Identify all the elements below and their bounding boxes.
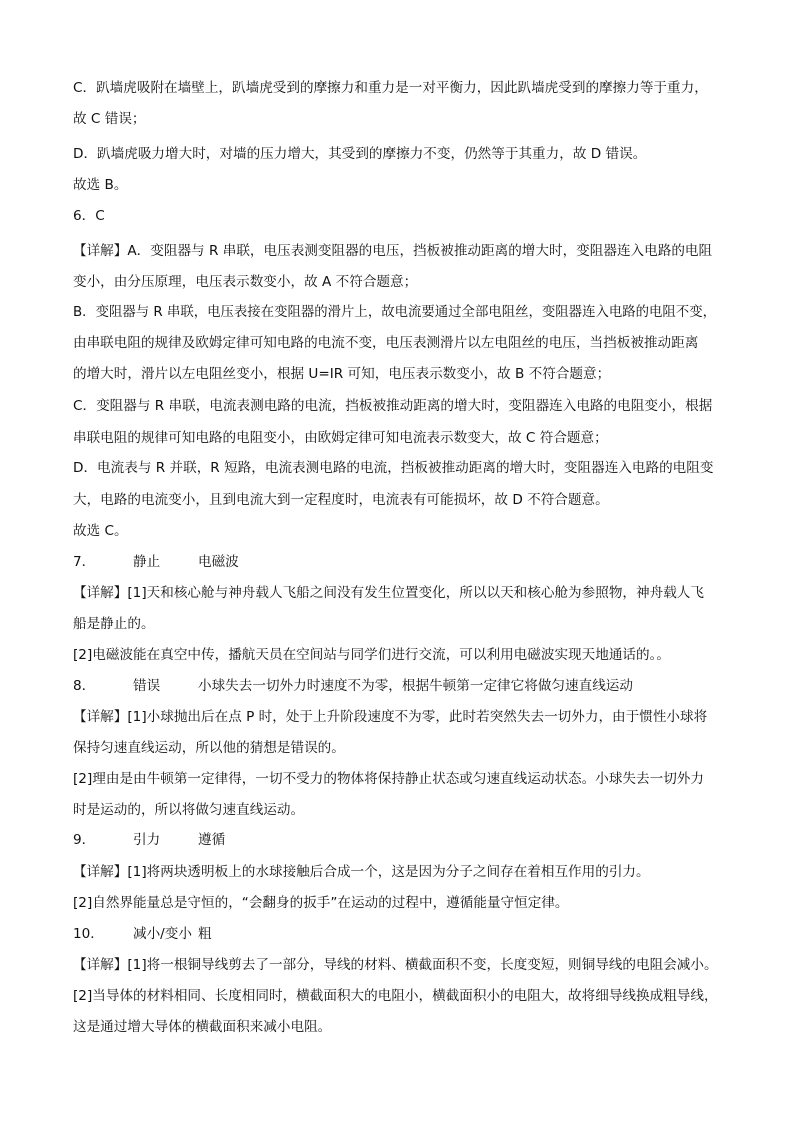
- text-line: 大，电路的电流变小，且到电流大到一定程度时，电流表有可能损坏，故 D 不符合题意。: [73, 492, 609, 508]
- text-line: 由串联电阻的规律及欧姆定律可知电路的电流不变，电压表测滑片以左电阻丝的电压，当挡板被推动距离: [73, 335, 699, 351]
- text-line: B．变阻器与 R 串联，电压表接在变阻器的滑片上，故电流要通过全部电阻丝，变阻器连入电路的电阻不变，: [73, 305, 716, 320]
- text-line: 【详解】A．变阻器与 R 串联，电压表测变阻器的电压，挡板被推动距离的增大时，变阻器连入电路的电阻: [73, 243, 713, 259]
- question-number: 6．C: [73, 208, 105, 224]
- question-number: 7．: [73, 554, 96, 570]
- answer-blank-2: 粗: [198, 926, 212, 942]
- answer-blank-1: 减小/变小: [133, 926, 192, 942]
- text-line: 【详解】[1]将一根铜导线剪去了一部分，导线的材料、横截面积不变，长度变短，则铜导线的电阻会减小。: [73, 957, 718, 973]
- text-line: 【详解】[1]小球抛出后在点 P 时，处于上升阶段速度不为零，此时若突然失去一切外力，由于惯性小球将: [73, 709, 708, 725]
- text-line: [2]理由是由牛顿第一定律得，一切不受力的物体将保持静止状态或匀速直线运动状态。小球失去一切外力: [73, 771, 704, 787]
- answer-blank-2: 小球失去一切外力时速度不为零，根据牛顿第一定律它将做匀速直线运动: [198, 678, 633, 694]
- text-line: 变小，由分压原理，电压表示数变小，故 A 不符合题意；: [73, 274, 418, 290]
- text-line: D．电流表与 R 并联，R 短路，电流表测电路的电流，挡板被推动距离的增大时，变阻器连入电路的电阻变: [73, 460, 714, 476]
- answer-blank-1: 引力: [133, 832, 161, 848]
- answer-line: [73, 830, 225, 850]
- text-line: 故 C 错误；: [73, 111, 146, 127]
- answer-line: [73, 676, 633, 696]
- answer-line: [73, 552, 239, 572]
- text-line: 保持匀速直线运动，所以他的猜想是错误的。: [73, 740, 345, 756]
- answer-blank-1: 错误: [133, 678, 161, 694]
- text-line: 时是运动的，所以将做匀速直线运动。: [73, 802, 305, 818]
- text-line: C．变阻器与 R 串联，电流表测电路的电流，挡板被推动距离的增大时，变阻器连入电路的电阻变小，根据: [73, 398, 713, 414]
- text-line: C．趴墙虎吸附在墙壁上，趴墙虎受到的摩擦力和重力是一对平衡力，因此趴墙虎受到的摩擦力等于重力，: [73, 80, 708, 96]
- text-line: 【详解】[1]将两块透明板上的水球接触后合成一个，这是因为分子之间存在着相互作用的引力。: [73, 864, 650, 880]
- text-line: 故选 C。: [73, 523, 128, 539]
- text-line: 【详解】[1]天和核心舱与神舟载人飞船之间没有发生位置变化，所以以天和核心舱为参照物，神舟载人飞: [73, 585, 704, 601]
- answer-blank-1: 静止: [133, 554, 161, 570]
- question-number: 10．: [73, 926, 104, 942]
- text-line: [2]自然界能量总是守恒的，“会翻身的扳手”在运动的过程中，遵循能量守恒定律。: [73, 895, 569, 911]
- text-line: 故选 B。: [73, 177, 128, 193]
- answer-line: [73, 924, 212, 944]
- answer-blank-2: 电磁波: [198, 554, 239, 570]
- text-line: [2]当导体的材料相同、长度相同时，横截面积大的电阻小，横截面积小的电阻大，故将细导线换成粗导线，: [73, 988, 718, 1004]
- question-number: 8．: [73, 678, 96, 694]
- question-number: 9．: [73, 832, 96, 848]
- text-line: [2]电磁波能在真空中传，播航天员在空间站与同学们进行交流，可以利用电磁波实现天地通话的。。: [73, 647, 670, 663]
- text-line: 串联电阻的规律可知电路的电阻变小，由欧姆定律可知电流表示数变大，故 C 符合题意；: [73, 430, 608, 446]
- text-line: 船是静止的。: [73, 616, 155, 632]
- answer-blank-2: 遵循: [198, 832, 226, 848]
- text-line: D．趴墙虎吸力增大时，对墙的压力增大，其受到的摩擦力不变，仍然等于其重力，故 D 错误。: [73, 146, 647, 162]
- text-line: 这是通过增大导体的横截面积来减小电阻。: [73, 1019, 332, 1035]
- text-line: 的增大时，滑片以左电阻丝变小，根据 U=IR 可知，电压表示数变小，故 B 不符合题意；: [73, 366, 611, 382]
